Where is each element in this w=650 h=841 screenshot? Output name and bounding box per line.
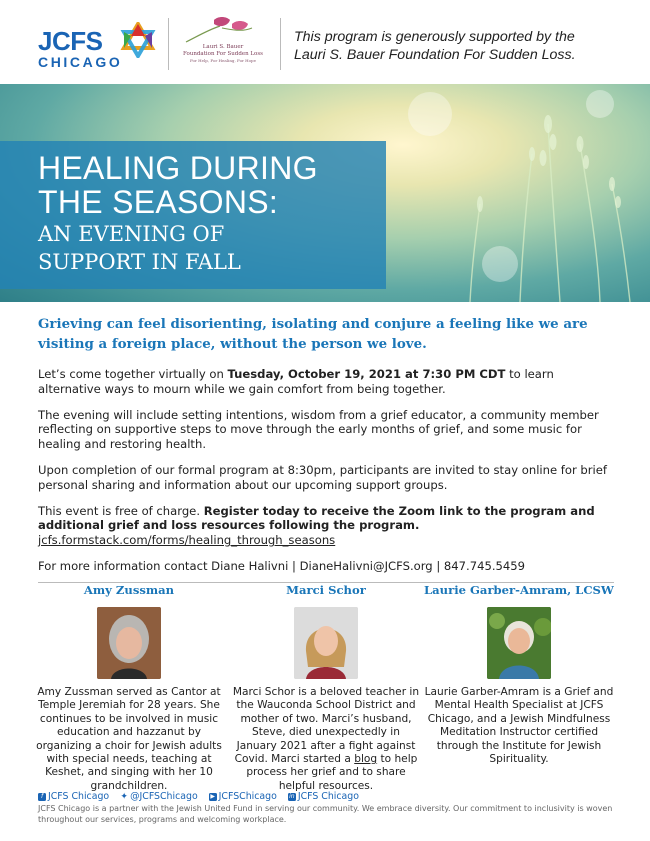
- speaker-bio: Amy Zussman served as Cantor at Temple Jeremiah for 28 years. She continues to be involved in music education and hazzanut by organizing a choir for Jewish adults with special needs, teaching at Keshet, and singing with her 10 grandchildren.: [36, 686, 222, 792]
- speaker-card: [424, 583, 614, 766]
- person-photo-icon: [97, 607, 161, 679]
- speaker-bio: Marci Schor is a beloved teacher in the Wauconda School District and mother of two. Marci’s husband, Steve, died unexpectedly in January 2021 after a fight against Covid. Marci started a blog to help process her grief and to share helpful resources.: [232, 686, 420, 792]
- jcfs-chicago-logo: [38, 22, 158, 72]
- linkedin-link[interactable]: in JCFS Chicago: [289, 791, 359, 802]
- person-photo-icon: [294, 607, 358, 679]
- speaker-bio: Laurie Garber-Amram is a Grief and Mental Health Specialist at JCFS Chicago, and a Jewish Mindfulness Meditation Instructor certified through the Institute for Jewish Spirituality.: [424, 686, 614, 766]
- event-date-paragraph: Let’s come together virtually on Tuesday, October 19, 2021 at 7:30 PM CDT to learn alternative ways to mourn while we gain comfort from being together.: [38, 367, 554, 396]
- footer-disclaimer: JCFS Chicago is a partner with the Jewish United Fund in serving our community. We embrace diversity. Our commitment to inclusivity is woven throughout our services, programs and welcoming workplace.: [38, 804, 613, 824]
- speaker-photo: [487, 607, 551, 679]
- facebook-link[interactable]: f JCFS Chicago: [38, 791, 109, 802]
- event-date: Tuesday, October 19, 2021 at 7:30 PM CDT: [227, 367, 506, 381]
- speaker-card: [34, 583, 224, 793]
- registration-paragraph: This event is free of charge. Register today to receive the Zoom link to the program and additional grief and loss resources following the program. jcfs.formstack.com/forms/healing_through_seasons: [38, 503, 595, 548]
- bauer-foundation-logo: [178, 16, 268, 72]
- program-description: The evening will include setting intentions, wisdom from a grief educator, a community member reflecting on supportive steps to move through the early months of grief, and some music for healing and restoring health.: [38, 407, 599, 452]
- blog-link[interactable]: blog: [354, 753, 378, 766]
- page-title-line2: THE SEASONS:: [38, 184, 279, 220]
- twitter-link[interactable]: ✦ @JCFSChicago: [120, 791, 198, 802]
- header-divider: [168, 18, 169, 70]
- twitter-icon: ✦: [120, 791, 128, 802]
- page-subtitle-line1: AN EVENING OF: [38, 222, 225, 246]
- main-content: [38, 314, 614, 583]
- header: [0, 0, 650, 84]
- speaker-name: Marci Schor: [286, 583, 366, 597]
- linkedin-icon: in: [289, 792, 295, 800]
- speaker-name: Laurie Garber-Amram, LCSW: [424, 583, 614, 597]
- tulip-icon: [178, 16, 268, 44]
- speaker-card: [231, 583, 421, 793]
- speaker-name: Amy Zussman: [83, 583, 175, 597]
- jcfs-logo-city: CHICAGO: [38, 54, 123, 70]
- lead-statement: Grieving can feel disorienting, isolating and conjure a feeling like we are visiting a foreign place, without the person we love.: [38, 316, 588, 352]
- social-links: [38, 791, 628, 802]
- speaker-photo: [97, 607, 161, 679]
- registration-link[interactable]: jcfs.formstack.com/forms/healing_through_seasons: [38, 533, 336, 548]
- footer: [38, 791, 628, 825]
- post-program-note: Upon completion of our formal program at 8:30pm, participants are invited to stay online for brief personal sharing and information about our upcoming support groups.: [38, 462, 607, 492]
- speaker-photo: [294, 607, 358, 679]
- star-of-david-icon: [120, 22, 156, 58]
- sponsor-statement: This program is generously supported by the Lauri S. Bauer Foundation For Sudden Loss.: [294, 29, 576, 63]
- bauer-logo-text: Lauri S. Bauer Foundation For Sudden Loss For Help, For Healing, For Hope: [183, 44, 263, 64]
- contact-info: For more information contact Diane Halivni | DianeHalivni@JCFS.org | 847.745.5459: [38, 558, 526, 573]
- hero-banner: [0, 84, 650, 302]
- page-title-line1: HEALING DURING: [38, 150, 318, 186]
- title-box: [0, 141, 386, 289]
- facebook-icon: f: [38, 793, 46, 801]
- jcfs-logo-word: JCFS: [38, 26, 103, 56]
- youtube-icon: ▶: [210, 792, 215, 800]
- page-subtitle-line2: SUPPORT IN FALL: [38, 250, 241, 274]
- person-photo-icon: [487, 607, 551, 679]
- youtube-link[interactable]: ▶ JCFSChicago: [210, 791, 277, 802]
- header-divider: [280, 18, 281, 70]
